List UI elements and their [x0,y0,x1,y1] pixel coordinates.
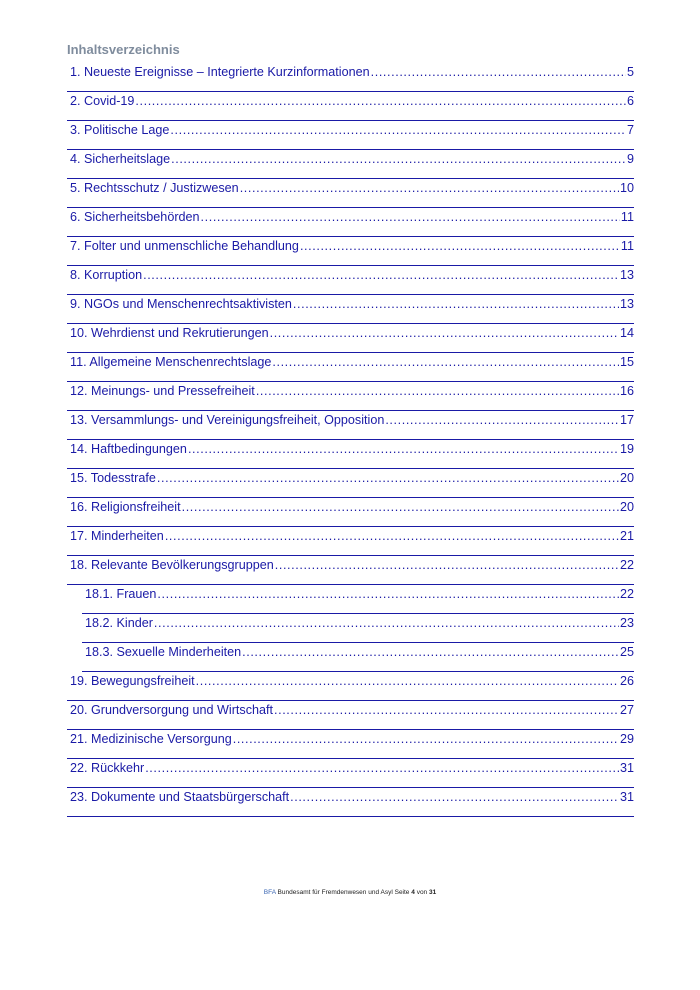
toc-dot-leader [272,355,619,369]
toc-entry-page: 26 [619,674,634,688]
toc-entry[interactable] [67,295,634,324]
toc-entry-page: 19 [619,442,634,456]
toc-entry-page: 16 [619,384,634,398]
toc-entry[interactable] [67,672,634,701]
toc-entry-title: 19. Bewegungsfreiheit [70,674,195,688]
toc-entry-page: 13 [619,297,634,311]
toc-entry-page: 23 [619,616,634,630]
toc-dot-leader [300,239,620,253]
toc-dot-leader [171,152,626,166]
toc-dot-leader [385,413,619,427]
toc-dot-leader [371,65,626,79]
toc-heading: Inhaltsverzeichnis [67,42,180,57]
toc-dot-leader [165,529,619,543]
toc-entry-title: 20. Grundversorgung und Wirtschaft [70,703,274,717]
toc-entry[interactable] [67,527,634,556]
toc-entry[interactable] [67,121,634,150]
toc-entry-page: 22 [619,558,634,572]
toc-entry[interactable] [67,759,634,788]
toc-entry[interactable] [67,411,634,440]
toc-entry-title: 9. NGOs und Menschenrechtsaktivisten [70,297,292,311]
toc-entry-title: 23. Dokumente und Staatsbürgerschaft [70,790,290,804]
toc-entry[interactable] [67,498,634,527]
toc-entry[interactable] [67,440,634,469]
toc-entry[interactable] [67,556,634,585]
toc-dot-leader [270,326,619,340]
toc-dot-leader [157,471,619,485]
toc-entry-title: 18.3. Sexuelle Minderheiten [85,645,242,659]
page-footer [0,889,700,896]
toc-entry-page: 21 [619,529,634,543]
toc-entry-title: 10. Wehrdienst und Rekrutierungen [70,326,269,340]
toc-entry[interactable] [67,63,634,92]
toc-dot-leader [188,442,619,456]
toc-entry-title: 2. Covid-19 [70,94,135,108]
footer-org-abbr: BFA [263,889,276,896]
toc-entry[interactable] [67,266,634,295]
toc-entry-title: 1. Neueste Ereignisse – Integrierte Kurzinformationen [70,65,370,79]
footer-total-pages: 31 [428,889,437,896]
toc-dot-leader [145,761,619,775]
toc-dot-leader [154,616,619,630]
toc-entry-page: 7 [626,123,634,137]
toc-entry-page: 29 [619,732,634,746]
toc-entry-title: 17. Minderheiten [70,529,164,543]
toc-entry-title: 13. Versammlungs- und Vereinigungsfreiheit, Opposition [70,413,385,427]
toc-entry[interactable] [67,730,634,759]
toc-entry-title: 14. Haftbedingungen [70,442,187,456]
toc-dot-leader [143,268,619,282]
toc-entry-page: 9 [626,152,634,166]
toc-entry-page: 25 [619,645,634,659]
toc-entry[interactable] [67,353,634,382]
toc-dot-leader [157,587,619,601]
toc-dot-leader [201,210,620,224]
toc-entry-title: 15. Todesstrafe [70,471,156,485]
toc-dot-leader [233,732,619,746]
toc-entry[interactable] [67,469,634,498]
toc-dot-leader [293,297,619,311]
toc-dot-leader [290,790,619,804]
toc-entry-title: 4. Sicherheitslage [70,152,171,166]
footer-page-label: Seite [394,889,410,896]
table-of-contents [67,63,634,817]
toc-entry-title: 12. Meinungs- und Pressefreiheit [70,384,255,398]
toc-entry-title: 11. Allgemeine Menschenrechtslage [70,355,272,369]
toc-entry-title: 18. Relevante Bevölkerungsgruppen [70,558,274,572]
toc-entry-page: 20 [619,471,634,485]
toc-entry-page: 27 [619,703,634,717]
toc-dot-leader [240,181,619,195]
toc-entry-title: 5. Rechtsschutz / Justizwesen [70,181,239,195]
toc-entry[interactable] [67,237,634,266]
toc-entry-title: 22. Rückkehr [70,761,145,775]
toc-dot-leader [242,645,619,659]
toc-dot-leader [135,94,626,108]
toc-entry[interactable] [67,701,634,730]
toc-entry[interactable] [67,92,634,121]
toc-entry-title: 8. Korruption [70,268,143,282]
toc-entry-page: 31 [619,790,634,804]
toc-entry-title: 6. Sicherheitsbehörden [70,210,200,224]
toc-entry-page: 14 [619,326,634,340]
toc-dot-leader [256,384,619,398]
toc-entry[interactable] [67,150,634,179]
toc-dot-leader [274,703,619,717]
toc-entry[interactable] [67,324,634,353]
toc-entry-page: 6 [626,94,634,108]
footer-of-label: von [416,889,428,896]
toc-entry[interactable] [82,585,634,614]
toc-entry-page: 10 [619,181,634,195]
toc-entry-page: 31 [619,761,634,775]
toc-entry-page: 13 [619,268,634,282]
toc-dot-leader [275,558,619,572]
toc-entry-title: 3. Politische Lage [70,123,170,137]
toc-dot-leader [170,123,626,137]
toc-entry-title: 21. Medizinische Versorgung [70,732,232,746]
toc-entry-title: 18.2. Kinder [85,616,153,630]
toc-entry[interactable] [67,179,634,208]
toc-entry-page: 11 [620,239,634,253]
toc-entry-page: 15 [619,355,634,369]
toc-entry-page: 5 [626,65,634,79]
toc-entry-page: 11 [620,210,634,224]
toc-entry[interactable] [67,382,634,411]
toc-entry[interactable] [82,614,634,643]
toc-entry-page: 17 [619,413,634,427]
toc-entry[interactable] [67,208,634,237]
toc-entry-title: 7. Folter und unmenschliche Behandlung [70,239,299,253]
toc-entry-title: 16. Religionsfreiheit [70,500,181,514]
toc-dot-leader [196,674,619,688]
toc-entry[interactable] [82,643,634,672]
footer-current-page: 4 [411,889,415,896]
toc-entry-page: 20 [619,500,634,514]
footer-org-name: Bundesamt für Fremdenwesen und Asyl [277,889,393,896]
toc-entry[interactable] [67,788,634,817]
toc-entry-page: 22 [619,587,634,601]
toc-entry-title: 18.1. Frauen [85,587,157,601]
toc-dot-leader [182,500,619,514]
